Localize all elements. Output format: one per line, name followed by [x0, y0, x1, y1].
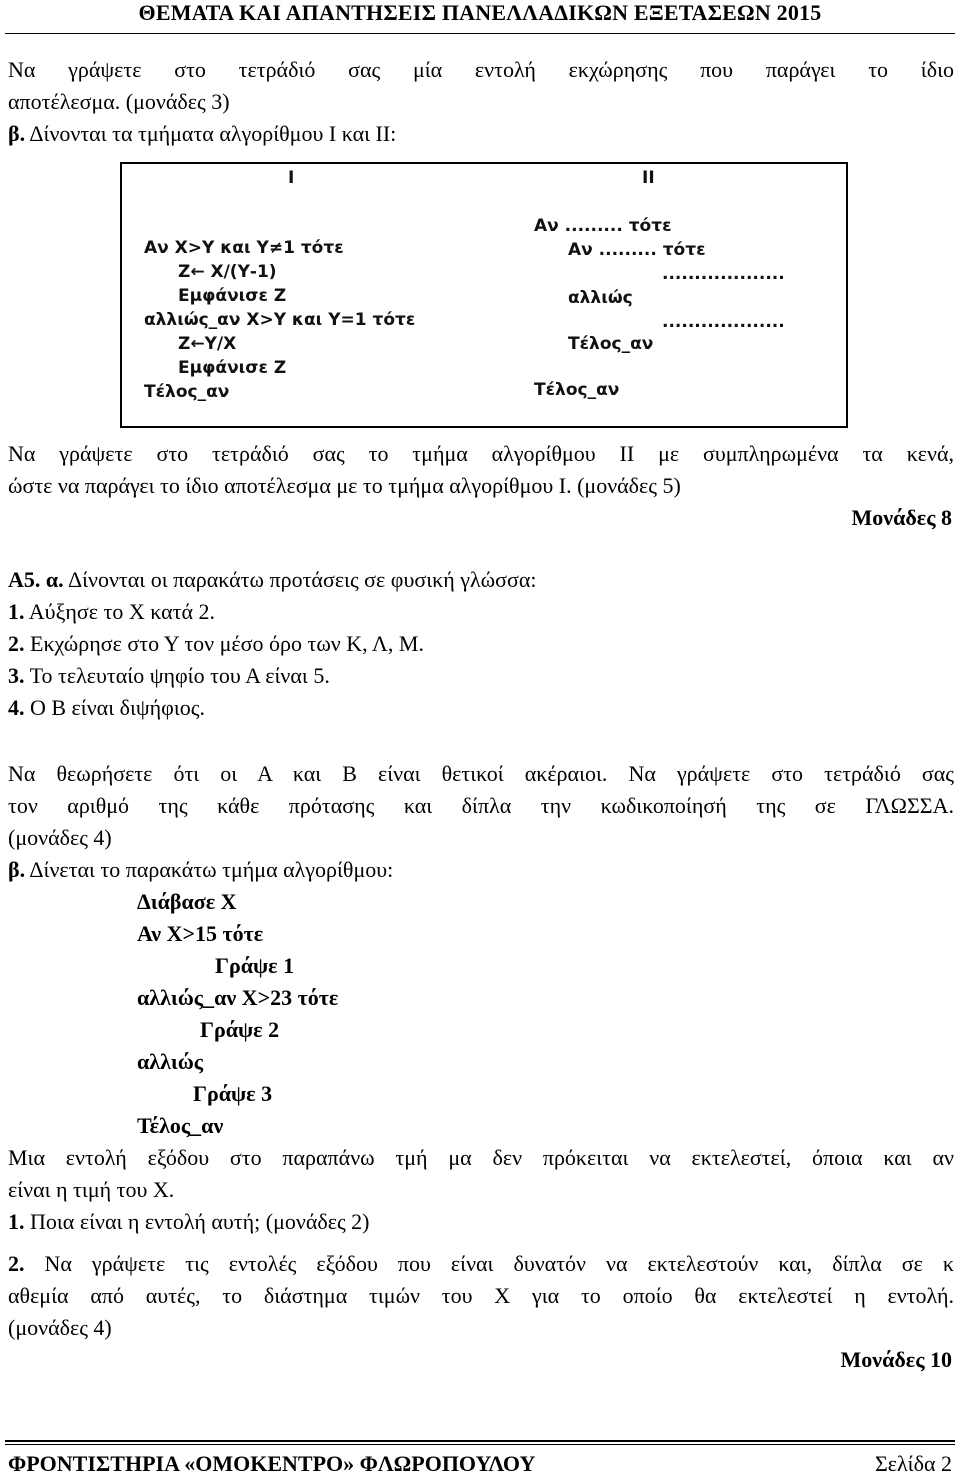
item-number: 3. [8, 663, 25, 688]
figure-col1-line: Ζ←Υ/Χ [178, 334, 237, 354]
figure-col1-line: Εμφάνισε Ζ [178, 286, 287, 306]
after-code-line-1: Μια εντολή εξόδου στο παραπάνω τμή μα δεν πρόκειται να εκτελεστεί, όποια και αν [8, 1145, 954, 1170]
para2-line-2: ώστε να παράγει το ίδιο αποτέλεσμα με το τμήμα αλγορίθμου Ι. (μονάδες 5) [8, 473, 681, 498]
a5-para-line-1: Να θεωρήσετε ότι οι Α και Β είναι θετικοί ακέραιοι. Να γράψετε στο τετράδιό σας [8, 761, 954, 786]
question-2-line-2: αθεμία από αυτές, το διάστημα τιμών του Χ για το οποίο θα εκτελεστεί η εντολή. [8, 1283, 954, 1308]
para2-line-1: Να γράψετε στο τετράδιό σας το τμήμα αλγορίθμου ΙΙ με συμπληρωμένα τα κενά, [8, 441, 954, 466]
a5-heading [8, 564, 536, 596]
figure-col2-line: αλλιώς [568, 288, 633, 308]
after-code-line-2: είναι η τιμή του Χ. [8, 1177, 175, 1202]
intro-line-2: αποτέλεσμα. (μονάδες 3) [8, 89, 230, 114]
question-text: Ποια είναι η εντολή αυτή; (μονάδες 2) [24, 1209, 370, 1234]
code-line: αλλιώς_αν Χ>23 τότε [137, 985, 339, 1010]
a5-para-line-3: (μονάδες 4) [8, 825, 112, 850]
intro-line-1: Να γράψετε στο τετράδιό σας μία εντολή εκχώρησης που παράγει το ίδιο [8, 57, 954, 82]
a5-b-line [8, 854, 393, 886]
a5-item [8, 660, 330, 692]
figure-col2-line: ................... [662, 264, 785, 284]
question-b-label: β. [8, 121, 26, 146]
question-b-label: β. [8, 857, 26, 882]
score-10: Μονάδες 10 [840, 1347, 952, 1372]
question-1 [8, 1206, 370, 1238]
item-number: 4. [8, 695, 25, 720]
a5-label: Α5. α. [8, 567, 64, 592]
question-b-text: Δίνονται τα τμήματα αλγορίθμου Ι και ΙΙ: [25, 121, 397, 146]
question-b-text: Δίνεται το παρακάτω τμήμα αλγορίθμου: [25, 857, 394, 882]
question-number: 1. [8, 1209, 25, 1234]
a5-para-line-2: τον αριθμό της κάθε πρότασης και δίπλα την κωδικοποίησή της σε ΓΛΩΣΣΑ. [8, 793, 954, 818]
figure-col1-line: Τέλος_αν [144, 382, 230, 402]
code-line: αλλιώς [137, 1049, 204, 1074]
item-number: 2. [8, 631, 25, 656]
figure-col1-title: Ι [288, 168, 295, 188]
a5-item [8, 692, 205, 724]
item-text: Το τελευταίο ψηφίο του Α είναι 5. [24, 663, 330, 688]
a5-item [8, 596, 215, 628]
figure-col2-line: Αν ......... τότε [534, 216, 672, 236]
question-2-line-3: (μονάδες 4) [8, 1315, 112, 1340]
score-8: Μονάδες 8 [851, 505, 952, 530]
footer-rule-thin [5, 1444, 955, 1445]
intro-b-line [8, 118, 396, 150]
code-line: Γράψε 2 [200, 1017, 280, 1042]
page-header-title: ΘΕΜΑΤΑ ΚΑΙ ΑΠΑΝΤΗΣΕΙΣ ΠΑΝΕΛΛΑΔΙΚΩΝ ΕΞΕΤΑΣΕΩΝ 2015 [138, 0, 822, 25]
code-line: Τέλος_αν [137, 1113, 224, 1138]
algorithm-figure [120, 162, 848, 428]
a5-intro-text: Δίνονται οι παρακάτω προτάσεις σε φυσική γλώσσα: [63, 567, 537, 592]
figure-col1-line: Εμφάνισε Ζ [178, 358, 287, 378]
figure-col1-line: αλλιώς_αν Χ>Υ και Υ=1 τότε [144, 310, 416, 330]
footer-rule [5, 1440, 955, 1442]
question-text: Να γράψετε τις εντολές εξόδου που είναι δυνατόν να εκτελεστούν και, δίπλα σε κ [24, 1251, 954, 1276]
figure-col2-line: Τέλος_αν [568, 334, 654, 354]
code-line: Γράψε 1 [215, 953, 295, 978]
header-rule [5, 33, 955, 34]
code-line: Γράψε 3 [193, 1081, 273, 1106]
figure-col1-line: Ζ← Χ/(Υ-1) [178, 262, 277, 282]
figure-col2-title: ΙΙ [642, 168, 655, 188]
figure-col1-line: Αν Χ>Υ και Υ≠1 τότε [144, 238, 344, 258]
item-text: Εκχώρησε στο Υ τον μέσο όρο των Κ, Λ, Μ. [24, 631, 424, 656]
figure-col2-line: ................... [662, 312, 785, 332]
a5-item [8, 628, 424, 660]
question-number: 2. [8, 1251, 25, 1276]
footer-page-number: Σελίδα 2 [874, 1451, 952, 1476]
figure-col2-line: Αν ......... τότε [568, 240, 706, 260]
item-number: 1. [8, 599, 25, 624]
code-line: Διάβασε Χ [137, 889, 237, 914]
item-text: Αύξησε το Χ κατά 2. [24, 599, 215, 624]
figure-col2-line: Τέλος_αν [534, 380, 620, 400]
question-2 [8, 1248, 954, 1280]
footer-school-name: ΦΡΟΝΤΙΣΤΗΡΙΑ «ΟΜΟΚΕΝΤΡΟ» ΦΛΩΡΟΠΟΥΛΟΥ [8, 1451, 536, 1476]
item-text: Ο Β είναι διψήφιος. [24, 695, 206, 720]
code-line: Αν Χ>15 τότε [137, 921, 264, 946]
